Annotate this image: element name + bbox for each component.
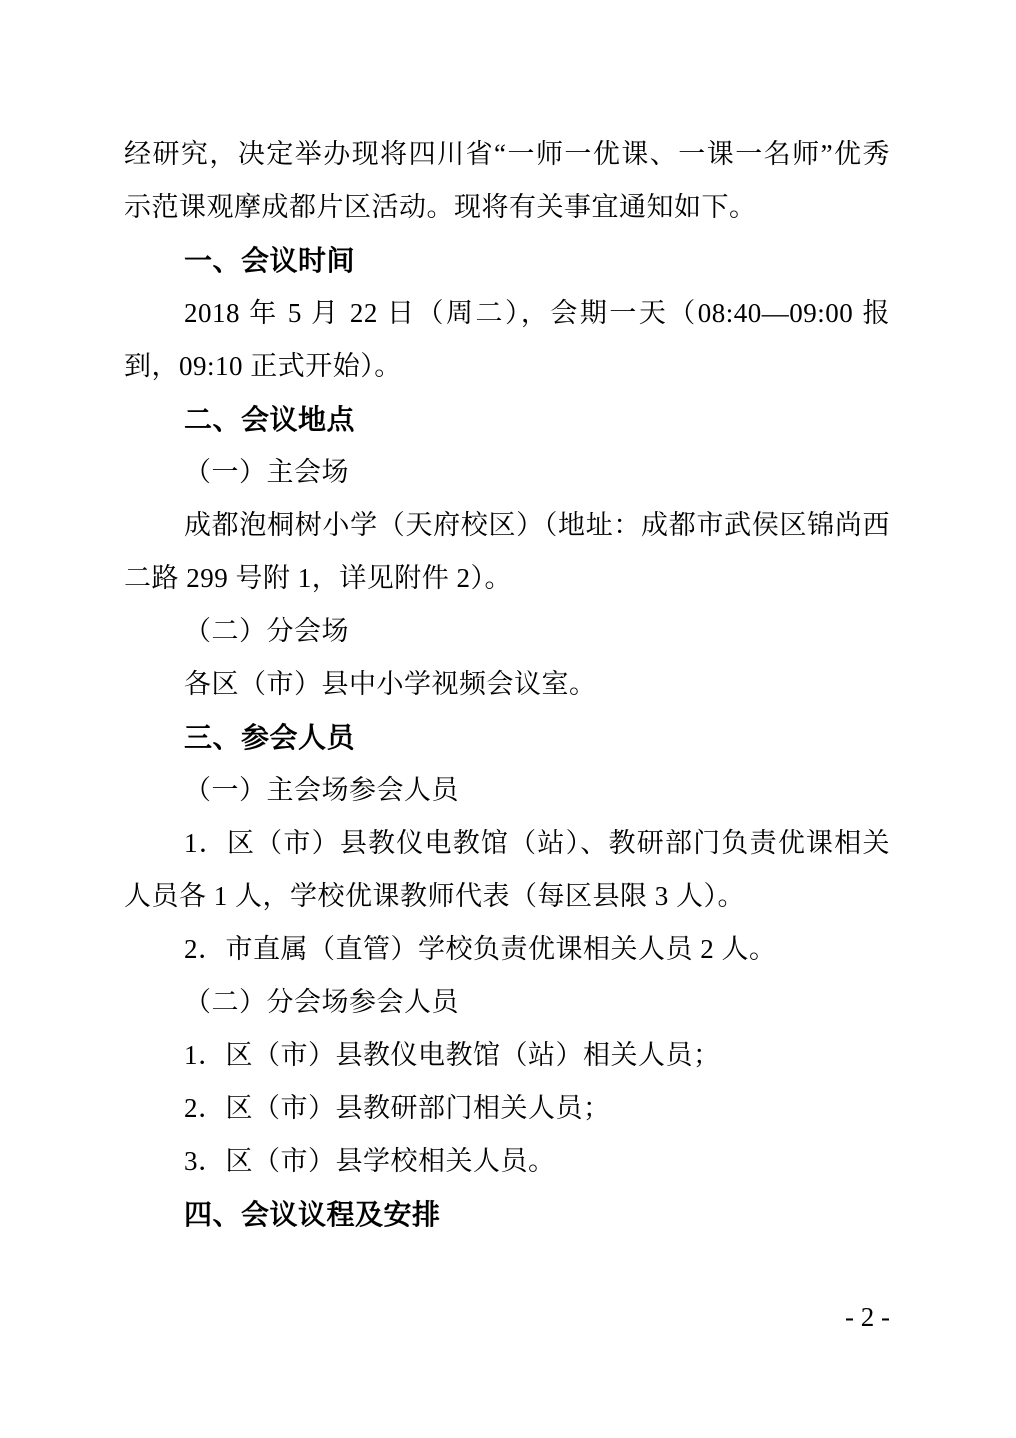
section-heading-agenda: 四、会议议程及安排	[184, 1199, 441, 1230]
paragraph-branch-venue: 各区（市）县中小学视频会议室。	[184, 669, 597, 699]
subheading-branch-participants: （二）分会场参会人员	[184, 987, 459, 1017]
list-item-main-participants-2: 2．市直属（直管）学校负责优课相关人员 2 人。	[184, 934, 777, 964]
list-item-branch-participants-2: 2．区（市）县教研部门相关人员；	[184, 1093, 611, 1123]
list-item-branch-participants-1: 1．区（市）县教仪电教馆（站）相关人员；	[184, 1040, 721, 1070]
paragraph-main-venue-address: 成都泡桐树小学（天府校区）（地址：成都市武侯区锦尚西二路 299 号附 1，详见附件 2）。	[124, 510, 890, 593]
section-heading-meeting-place: 二、会议地点	[184, 404, 356, 435]
paragraph-meeting-time: 2018 年 5 月 22 日（周二），会期一天（08:40—09:00 报到，09:10 正式开始）。	[124, 298, 890, 381]
page-number: - 2 -	[845, 1302, 890, 1332]
subheading-branch-venue: （二）分会场	[184, 616, 349, 646]
subheading-main-participants: （一）主会场参会人员	[184, 775, 459, 805]
subheading-main-venue: （一）主会场	[184, 457, 349, 487]
document-body	[124, 128, 890, 1241]
list-item-branch-participants-3: 3．区（市）县学校相关人员。	[184, 1146, 556, 1176]
list-item-main-participants-1: 1．区（市）县教仪电教馆（站）、教研部门负责优课相关人员各 1 人，学校优课教师代表（每区县限 3 人）。	[124, 828, 890, 911]
section-heading-participants: 三、参会人员	[184, 722, 356, 753]
paragraph-intro: 经研究，决定举办现将四川省“一师一优课、一课一名师”优秀示范课观摩成都片区活动。现将有关事宜通知如下。	[124, 139, 890, 222]
section-heading-meeting-time: 一、会议时间	[184, 245, 356, 276]
